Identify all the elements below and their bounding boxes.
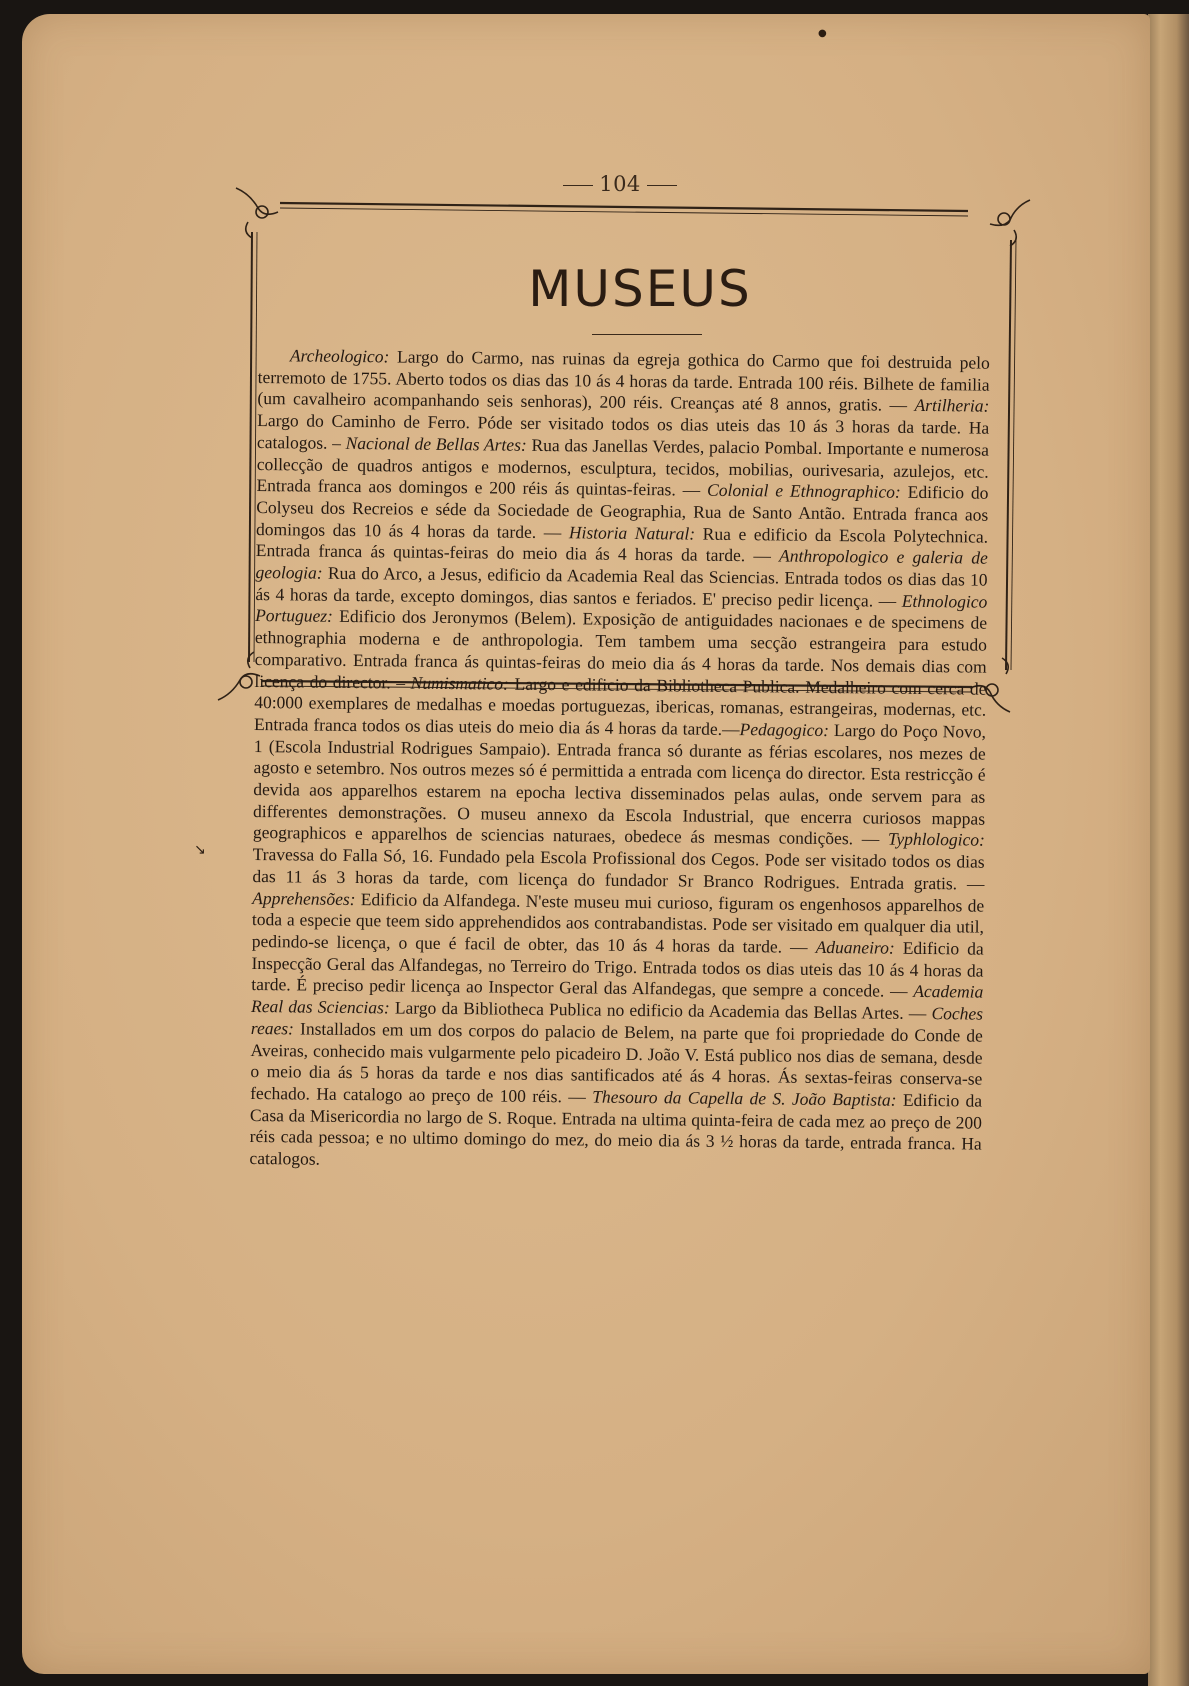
museum-description: Edificio da Inspecção Geral das Alfandegas, no Terreiro do Trigo. Entrada todos os dias uteis das 10 ás 4 horas da tarde. É preciso pedir licença ao Inspector Geral das Alfandegas, que sempre a concede. — (251, 937, 984, 1002)
museum-description: Edificio da Alfandega. N'este museu mui curioso, figuram os engenhosos apparelhos de toda a especie que teem sido apprehendidos aos contrabandistas. Pode ser visitado em qualquer dia util, pedindo-se licença, o que é facil de obter, das 10 ás 4 horas da tarde. — (251, 888, 985, 957)
title-underline (592, 334, 702, 335)
museum-description: Rua e edificio da Escola Polytechnica. Entrada franca ás quintas-feiras do meio dia ás 4 horas da tarde. — (255, 523, 989, 566)
museum-description: Edificio do Colyseu dos Recreios e séde da Sociedade de Geographia, Rua de Santo Antão. Entrada franca aos domingos das 10 ás 4 horas da tarde. — (255, 481, 989, 542)
museum-name: Nacional de Bellas Artes: (345, 432, 527, 455)
museum-name: Archeologico: (289, 345, 390, 367)
museum-description: Edificio dos Jeronymos (Belem). Exposição de antiguidades nacionaes e de specimens de ethnographia moderna e de anthropologia. Tem tambem uma secção estrangeira para estudo comparativo. Entrada franca ás quintas-feiras do meio dia ás 4 horas da tarde. Nos demais dias com licença do director. – (254, 606, 988, 693)
corner-ornament-top-right (990, 200, 1030, 246)
museum-description: Installados em um dos corpos do palacio de Belem, na parte que foi propriedade do Conde de Aveiras, conhecido mais vulgarmente pelo picadeiro D. João V. Está publico nos dias de semana, desde o meio dia ás 5 horas da tarde e nos dias santificados até ás 4 horas. Ás sextas-feiras conserva-se fechado. Ha catalogo ao preço de 100 réis. — (250, 1018, 983, 1107)
museum-name: Coches reaes: (250, 1003, 984, 1039)
museum-description: Largo e edificio da Bibliotheca Publica. Medalheiro com cerca de 40:000 exemplares de medalhas e moedas portuguezas, ibericas, romanas, estrangeiras, modernas, etc. Entrada franca todos os dias uteis do meio dia ás 4 horas da tarde.— (253, 673, 987, 740)
museum-name: Thesouro da Capella de S. João Baptista: (592, 1086, 897, 1110)
museum-name: Aduaneiro: (815, 936, 895, 958)
museum-description: Largo da Bibliotheca Publica no edificio da Academia das Bellas Artes. — (389, 997, 932, 1024)
ink-speck: ● (818, 28, 827, 39)
museum-name: Academia Real das Sciencias: (250, 981, 984, 1018)
museum-name: Apprehensões: (252, 887, 356, 909)
margin-mark: ↘ (194, 842, 206, 858)
museum-description: Edificio da Casa da Misericordia no largo de S. Roque. Entrada na ultima quinta-feira de cada mez ao preço de 200 réis cada pessoa; e no ultimo domingo do mez, do meio dia ás 3 ½ horas da tarde, entrada franca. Ha catalogos. (249, 1089, 983, 1169)
museum-name: Ethnologico Portuguez: (255, 590, 988, 627)
museum-description: Rua do Arco, a Jesus, edificio da Academia Real das Sciencias. Entrada todos os dias das 10 ás 4 horas da tarde, excepto domingos, dias santos e feriados. E' preciso pedir licença. — (255, 562, 988, 611)
museum-name: Anthropologico e galeria de geologia: (255, 545, 988, 583)
museum-listing (249, 345, 990, 1177)
museum-description: Travessa do Falla Só, 16. Fundado pela Escola Profissional dos Cegos. Pode ser visitado todos os dias das 11 ás 3 horas da tarde, com licença do fundador Sr Branco Rodrigues. Entrada gratis. — (252, 844, 985, 894)
museum-name: Historia Natural: (568, 521, 696, 544)
museum-description: Largo do Caminho de Ferro. Póde ser visitado todos os dias uteis das 10 ás 3 horas da tarde. Ha catalogos. – (256, 410, 990, 453)
museum-description: Rua das Janellas Verdes, palacio Pombal. Importante e numerosa collecção de quadros antigos e modernos, esculptura, tecidos, mobilias, ourivesaria, azulejos, etc. Entrada franca aos domingos e 200 réis ás quintas-feiras. — (256, 434, 990, 500)
page-number: 104 (520, 172, 720, 196)
museum-name: Artilheria: (914, 395, 990, 417)
museum-description: Largo do Carmo, nas ruinas da egreja gothica do Carmo que foi destruida pelo terremoto de 1755. Aberto todos os dias das 10 ás 4 horas da tarde. Entrada 100 réis. Bilhete de familia (um cavalheiro acompanhando seis senhoras), 200 réis. Creanças até 8 annos, gratis. — (257, 346, 990, 416)
museum-name: Colonial e Ethnographico: (707, 479, 901, 502)
museum-name: Numismatico: (410, 672, 510, 694)
museum-description: Largo do Poço Novo, 1 (Escola Industrial Rodrigues Sampaio). Entrada franca só durante as férias escolares, nos mezes de agosto e setembro. Nos outros mezes só é permittida a entrada com licença do director. Esta restricção é devida aos apparelhos estarem na epocha lectiva disseminados pelas aulas, onde servem para as differentes demonstrações. O museu annexo da Escola Industrial, que encerra curiosos mappas geographicos e apparelhos de sciencias naturaes, obedece ás mesmas condições. — (252, 719, 987, 850)
museum-name: Typhlologico: (887, 829, 985, 851)
corner-ornament-top-left (236, 188, 278, 238)
museum-name: Pedagogico: (739, 719, 830, 740)
page-title: MUSEUS (528, 260, 752, 318)
